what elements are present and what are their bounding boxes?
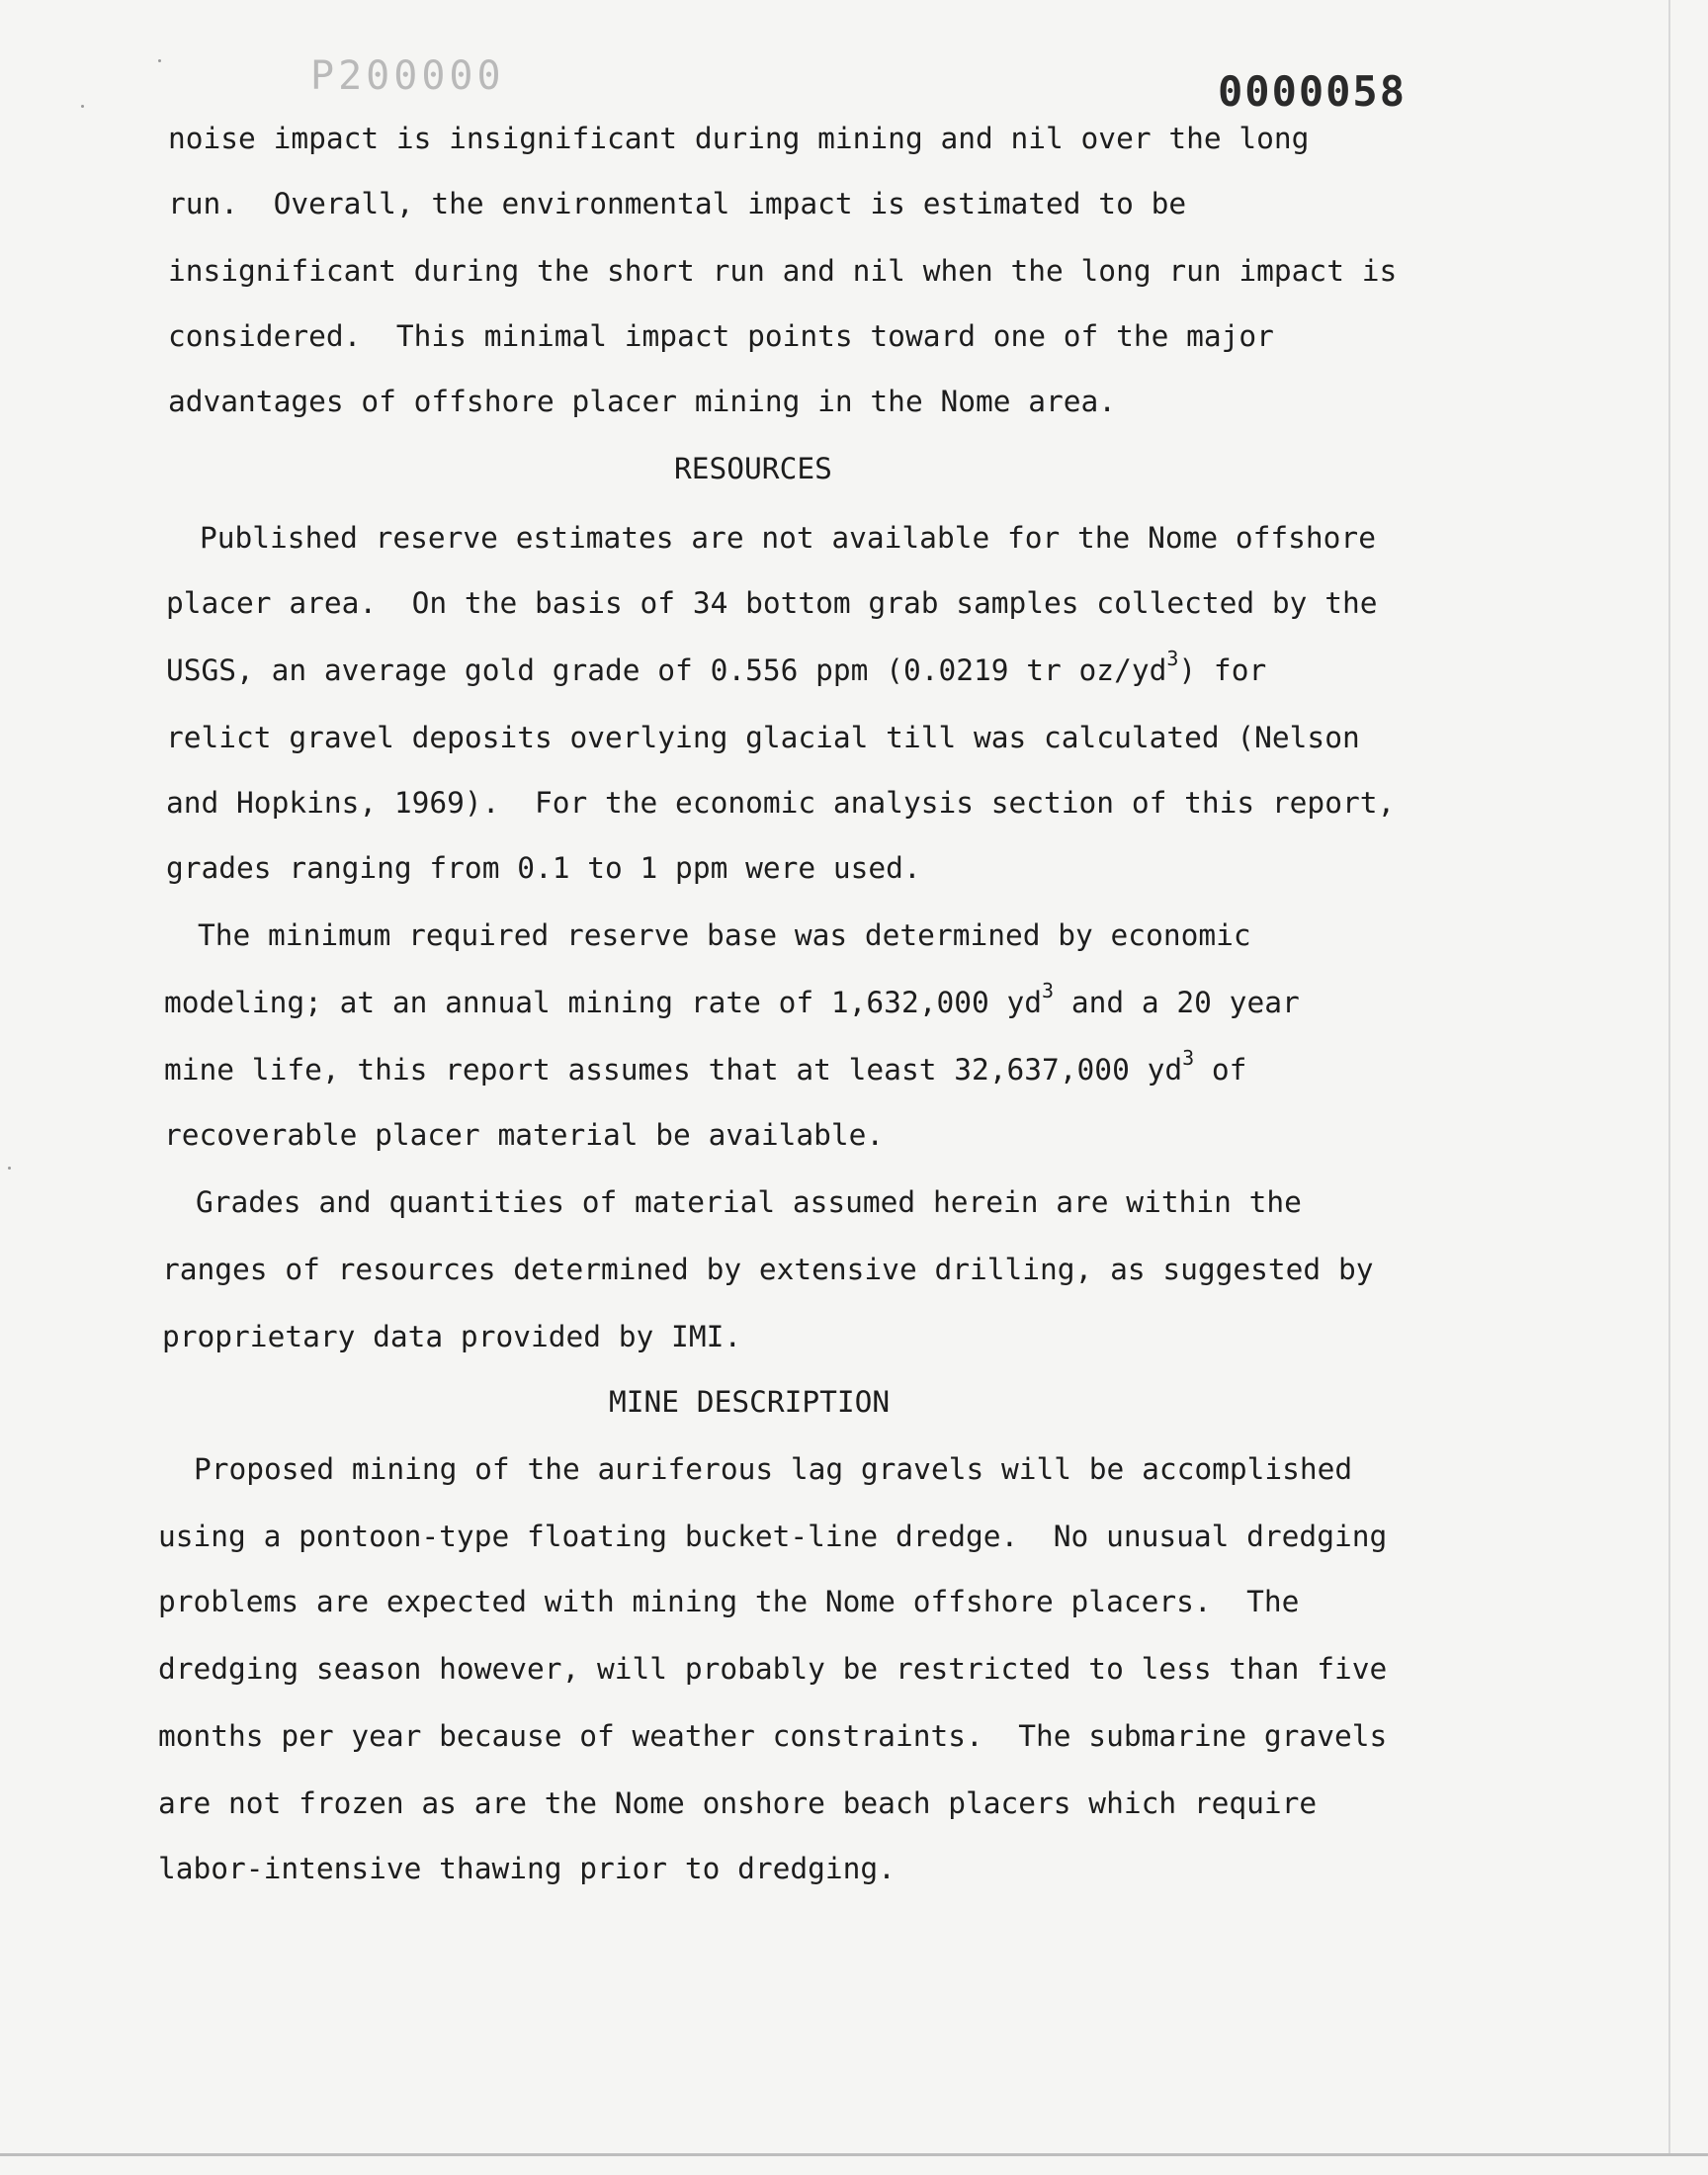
intro-line-1: noise impact is insignificant during mining and nil over the long [168, 122, 1310, 155]
mine-p1-line-1: Proposed mining of the auriferous lag gravels will be accomplished [194, 1452, 1353, 1486]
mine-p1-line-6: are not frozen as are the Nome onshore beach placers which require [158, 1786, 1318, 1820]
resources-p1-line-3-text: USGS, an average gold grade of 0.556 ppm (0.0219 tr oz/yd [166, 653, 1167, 687]
resources-p2-line-4: recoverable placer material be available. [164, 1118, 885, 1152]
resources-p2-line-2-end: and a 20 year [1054, 986, 1300, 1019]
resources-p1-line-5: and Hopkins, 1969). For the economic analysis section of this report, [166, 786, 1396, 820]
resources-p1-line-4: relict gravel deposits overlying glacial till was calculated (Nelson [166, 721, 1360, 754]
page-number: 0000058 [1218, 67, 1408, 116]
cubic-superscript: 3 [1182, 1046, 1195, 1071]
cubic-superscript: 3 [1166, 647, 1179, 671]
resources-p1-line-1: Published reserve estimates are not available for the Nome offshore [200, 521, 1376, 555]
intro-line-2: run. Overall, the environmental impact is estimated to be [168, 187, 1187, 220]
resources-p2-line-3 [164, 1046, 1247, 1088]
mine-p1-line-3: problems are expected with mining the Nome offshore placers. The [158, 1585, 1300, 1618]
scan-speck [81, 105, 84, 108]
faint-stamp-number: P200000 [310, 53, 505, 99]
resources-p2-line-2-text: modeling; at an annual mining rate of 1,632,000 yd [164, 986, 1043, 1019]
resources-p2-line-3-end: of [1194, 1053, 1247, 1087]
mine-description-heading: MINE DESCRIPTION [609, 1385, 891, 1419]
resources-p3-line-1: Grades and quantities of material assumed herein are within the [196, 1185, 1302, 1219]
resources-p2-line-1: The minimum required reserve base was determined by economic [198, 918, 1251, 952]
cubic-superscript: 3 [1042, 979, 1055, 1003]
resources-p2-line-3-text: mine life, this report assumes that at least 32,637,000 yd [164, 1053, 1183, 1087]
resources-p3-line-3: proprietary data provided by IMI. [162, 1320, 742, 1353]
resources-p1-line-3 [166, 647, 1267, 688]
intro-line-5: advantages of offshore placer mining in the Nome area. [168, 385, 1117, 418]
scan-speck [158, 59, 161, 62]
resources-heading: RESOURCES [674, 452, 832, 485]
resources-p1-line-2: placer area. On the basis of 34 bottom grab samples collected by the [166, 586, 1378, 620]
intro-line-4: considered. This minimal impact points toward one of the major [168, 319, 1274, 353]
scan-edge-right [1668, 0, 1670, 2155]
mine-p1-line-2: using a pontoon-type floating bucket-line dredge. No unusual dredging [158, 1520, 1388, 1553]
resources-p1-line-6: grades ranging from 0.1 to 1 ppm were used. [166, 851, 921, 885]
scan-speck [8, 1167, 11, 1170]
resources-p2-line-2 [164, 979, 1300, 1020]
resources-p1-line-3-end: ) for [1178, 653, 1267, 687]
intro-line-3: insignificant during the short run and nil when the long run impact is [168, 254, 1398, 288]
mine-p1-line-4: dredging season however, will probably be restricted to less than five [158, 1652, 1388, 1686]
mine-p1-line-5: months per year because of weather constraints. The submarine gravels [158, 1719, 1388, 1753]
scan-edge-bottom [0, 2153, 1708, 2156]
resources-p3-line-2: ranges of resources determined by extensive drilling, as suggested by [162, 1253, 1374, 1286]
mine-p1-line-7: labor-intensive thawing prior to dredging. [158, 1852, 896, 1885]
